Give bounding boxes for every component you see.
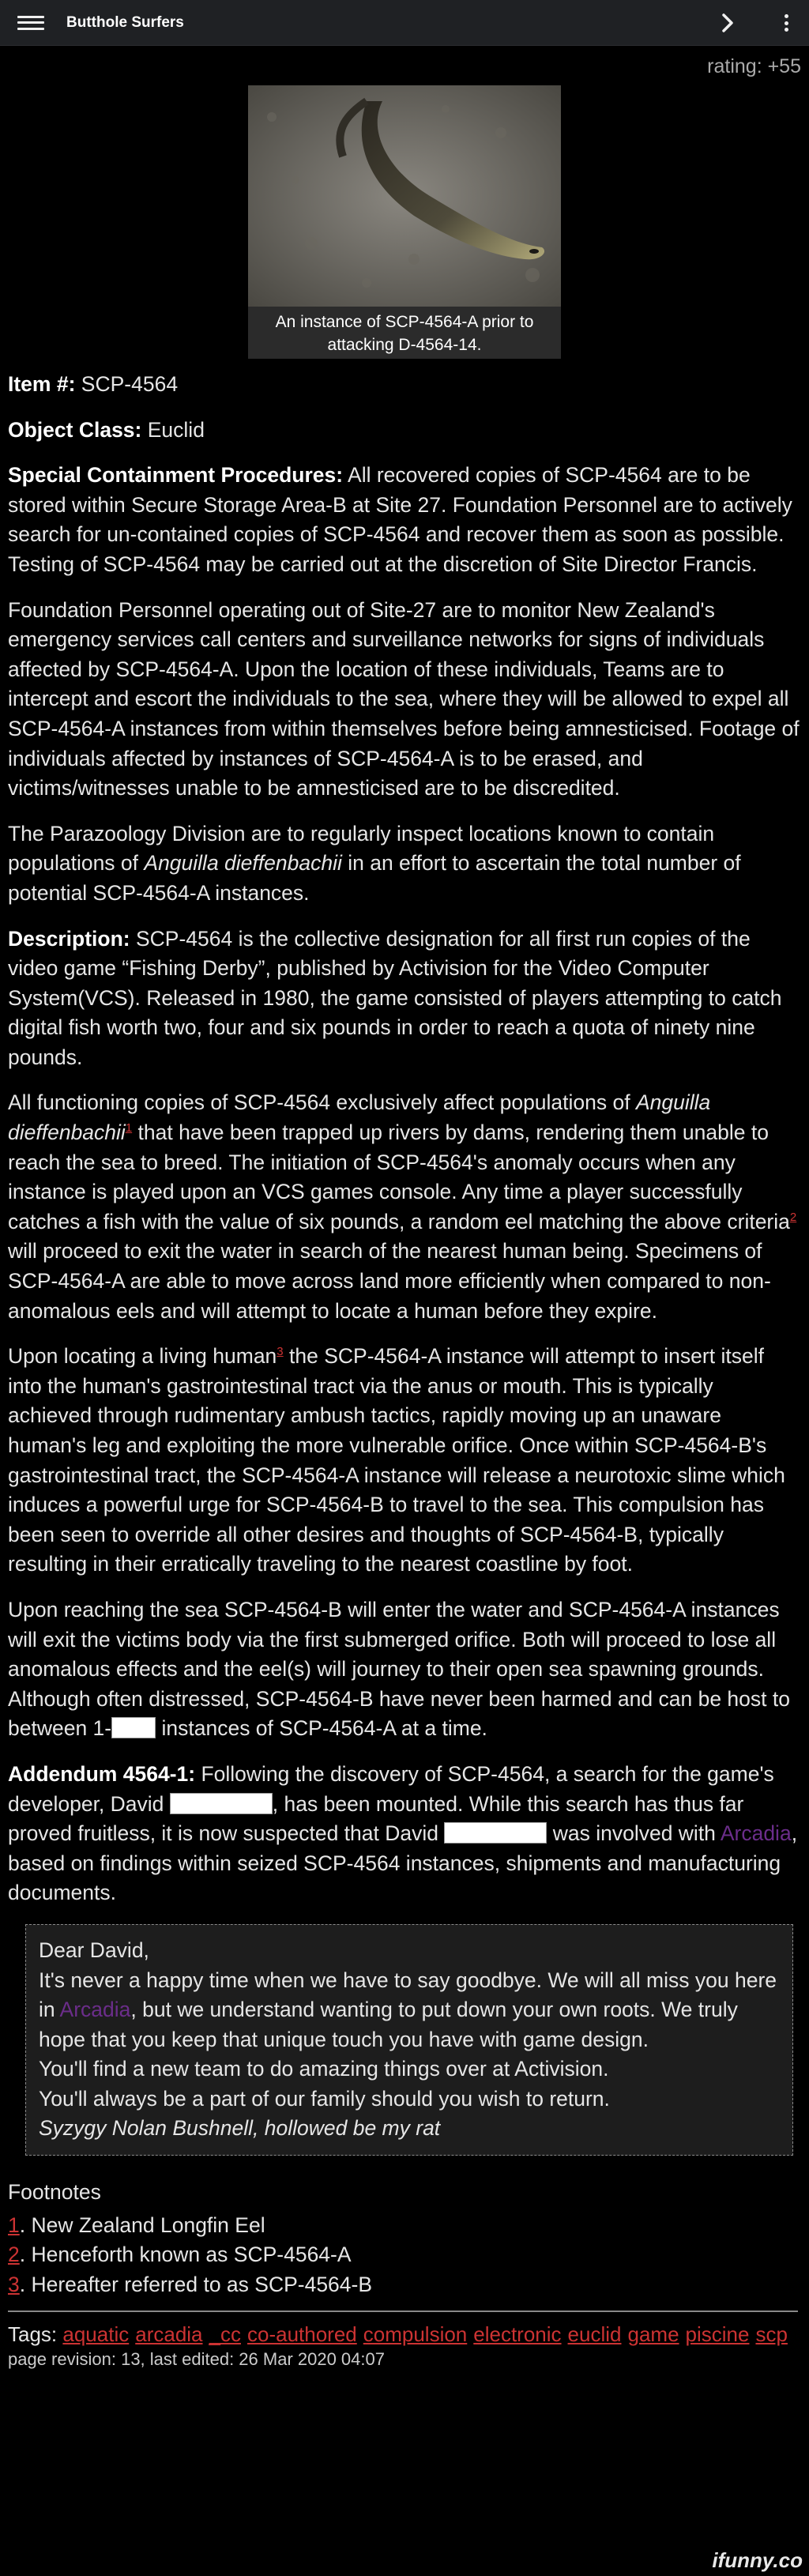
description-paragraph: Upon reaching the sea SCP-4564-B will enter the water and SCP-4564-A instances will exit the victims body via the first submerged orifice. Both will proceed to lose all anomalous effects and the eel(s) will journey to their open sea spawning grounds. Although often distressed, SCP-4564-B have never been harmed and can be host to between 1- instances of SCP-4564-A at a time. bbox=[8, 1597, 790, 1741]
object-class: Object Class: Euclid bbox=[8, 417, 205, 442]
hamburger-menu-icon[interactable] bbox=[17, 13, 44, 32]
eel-photo bbox=[248, 85, 561, 307]
footnote-item: 2. Henceforth known as SCP-4564-A bbox=[8, 2243, 352, 2267]
description: Description: SCP-4564 is the collective designation for all first run copies of the video game “Fishing Derby”, published by Activision for the Video Computer System(VCS). Released in 1980, the game consisted of players attempting to catch digital fish worth two, four and six pounds in order to reach a quota of ninety nine pounds. bbox=[8, 926, 782, 1069]
redaction-block bbox=[444, 1822, 547, 1843]
containment-paragraph: The Parazoology Division are to regularly inspect locations known to contain populations of Anguilla dieffenbachii in an effort to ascertain the total number of potential SCP-4564-A instances. bbox=[8, 821, 741, 905]
letter-line: You'll find a new team to do amazing things over at Activision. bbox=[39, 2057, 609, 2081]
scp-image-block bbox=[248, 85, 561, 359]
item-number: Item #: SCP-4564 bbox=[8, 372, 179, 396]
tag-link[interactable]: _cc bbox=[209, 2322, 241, 2347]
arcadia-link[interactable]: Arcadia bbox=[720, 1821, 792, 1846]
arcadia-link[interactable]: Arcadia bbox=[59, 1998, 131, 2022]
tag-link[interactable]: euclid bbox=[567, 2322, 622, 2347]
site-title[interactable]: Butthole Surfers bbox=[66, 13, 184, 31]
divider bbox=[8, 2310, 798, 2312]
letter-blockquote bbox=[25, 1924, 793, 2156]
letter-line: It's never a happy time when we have to say goodbye. We will all miss you here in Arcadia, but we understand wanting to put down your own roots. We truly hope that you keep that unique touch you have with game design. bbox=[39, 1968, 777, 2051]
tag-link[interactable]: co-authored bbox=[246, 2322, 357, 2347]
tag-link[interactable]: aquatic bbox=[62, 2322, 130, 2347]
footnote-item: 1. New Zealand Longfin Eel bbox=[8, 2213, 265, 2237]
tag-link[interactable]: compulsion bbox=[363, 2322, 468, 2347]
article-body bbox=[8, 370, 803, 2371]
chevron-right-icon[interactable] bbox=[716, 11, 739, 35]
more-options-icon[interactable] bbox=[774, 11, 798, 35]
footnote-ref-3[interactable]: 3 bbox=[277, 1345, 284, 1359]
redaction-block bbox=[170, 1793, 273, 1814]
letter-greeting: Dear David, bbox=[39, 1938, 149, 1962]
footnotes bbox=[8, 2178, 803, 2299]
redaction-block bbox=[111, 1717, 156, 1738]
footnote-backlink[interactable]: 1 bbox=[8, 2213, 20, 2237]
addendum: Addendum 4564-1: Following the discovery of SCP-4564, a search for the game's developer, David , has been mounted. While this search has thus far proved fruitless, it is now suspected that David was involved with Arcadia, based on findings within seized SCP-4564 instances, shipments and manufacturing documents. bbox=[8, 1761, 798, 1905]
tag-link[interactable]: electronic bbox=[473, 2322, 562, 2347]
letter-line: You'll always be a part of our family should you wish to return. bbox=[39, 2086, 610, 2111]
footnote-item: 3. Hereafter referred to as SCP-4564-B bbox=[8, 2272, 373, 2296]
tag-link[interactable]: piscine bbox=[685, 2322, 750, 2347]
containment-procedures: Special Containment Procedures: All recovered copies of SCP-4564 are to be stored within Secure Storage Area-B at Site 27. Foundation Personnel are to actively search for un-contained copies of SCP-4564 and recover them as soon as possible. Testing of SCP-4564 may be carried out at the discretion of Site Director Francis. bbox=[8, 463, 792, 576]
rating-module[interactable]: rating: +55 bbox=[707, 55, 801, 77]
footnote-ref-1[interactable]: 1 bbox=[125, 1121, 133, 1135]
top-bar bbox=[0, 0, 809, 46]
ifunny-watermark: ifunny.co bbox=[712, 2548, 803, 2572]
description-paragraph: Upon locating a living human$^3$ the SCP-4564-A instance will attempt to insert itself into the human's gastrointestinal tract via the anus or mouth. This is typically achieved through rudimentary ambush tactics, rapidly moving up an unaware human's leg and exploiting the more vulnerable orifice. Once within SCP-4564-B's gastrointestinal tract, the SCP-4564-A instance will release a neurotoxic slime which induces a powerful urge for SCP-4564-B to travel to the sea. This compulsion has been seen to override all other desires and thoughts of SCP-4564-B, typically resulting in their erratically traveling to the nearest coastline by foot. bbox=[8, 1344, 785, 1576]
footnotes-title: Footnotes bbox=[8, 2180, 101, 2205]
footnote-backlink[interactable]: 2 bbox=[8, 2243, 20, 2267]
description-paragraph: All functioning copies of SCP-4564 exclusively affect populations of Anguilla dieffenbachii$^1$ that have been trapped up rivers by dams, rendering them unable to reach the sea to breed. The initiation of SCP-4564's anomaly occurs when any instance is played upon an VCS games console. Any time a player successfully catches a fish with the value of six pounds, a random eel matching the above criteria$^2$ will proceed to exit the water in search of the nearest human being. Specimens of SCP-4564-A are able to move across land more efficiently when compared to non-anomalous eels and will attempt to locate a human before they expire. bbox=[8, 1090, 797, 1323]
footnote-ref-2[interactable]: 2 bbox=[789, 1211, 797, 1225]
footnote-backlink[interactable]: 3 bbox=[8, 2272, 20, 2296]
tags: Tags: aquatic arcadia _cc co-authored compulsion electronic euclid game piscine scp bbox=[8, 2322, 788, 2347]
letter-signature: Syzygy Nolan Bushnell, hollowed be my rat bbox=[39, 2116, 441, 2141]
tag-link[interactable]: scp bbox=[755, 2322, 788, 2347]
tag-link[interactable]: game bbox=[627, 2322, 679, 2347]
image-caption: An instance of SCP-4564-A prior to attacking D-4564-14. bbox=[275, 313, 534, 354]
containment-paragraph: Foundation Personnel operating out of Site-27 are to monitor New Zealand's emergency services call centers and surveillance networks for signs of individuals affected by SCP-4564-A. Upon the location of these individuals, Teams are to intercept and escort the individuals to the sea, where they will be allowed to expel all SCP-4564-A instances from within themselves before being amnesticised. Footage of individuals affected by instances of SCP-4564-A is to be erased, and victims/witnesses unable to be amnesticised are to be discredited. bbox=[8, 597, 800, 800]
page-revision: page revision: 13, last edited: 26 Mar 2020 04:07 bbox=[8, 2349, 385, 2370]
tag-link[interactable]: arcadia bbox=[135, 2322, 203, 2347]
